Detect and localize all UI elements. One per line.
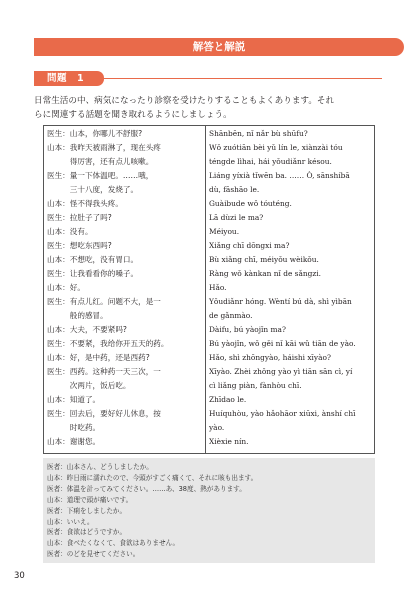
intro-text <box>34 94 386 122</box>
dialog-line-pinyin: de gǎnmào. <box>209 311 253 320</box>
dialog-line-zh: 医生：山本，你哪儿不舒服? <box>47 129 143 138</box>
dialog-line-pinyin: Hǎo, shì zhōngyào, háishi xīyào? <box>209 353 331 362</box>
dialog-line-pinyin: Méiyou. <box>209 227 240 236</box>
dialog-line-pinyin: Guàibude wǒ tóuténg. <box>209 199 292 208</box>
dialog-line-zh: 医生：量一下体温吧。……哦， <box>47 171 154 180</box>
intro-line-2: らに関連する話題を聞き取れるようにしましょう。 <box>34 110 232 120</box>
dialog-line-pinyin: Xiǎng chī dōngxi ma? <box>209 241 290 250</box>
translation-line: 山本：昨日雨に濡れたので、今頭がすごく痛くて、それに咳も出ます。 <box>47 473 258 482</box>
dialog-line-zh: 山本：大夫，不要紧吗? <box>47 325 127 334</box>
dialog-line-pinyin: Xīyào. Zhèi zhǒng yào yì tiān sān cì, yí <box>209 367 353 376</box>
dialog-line-zh: 医生：西药。这种药一天三次，一 <box>47 367 161 376</box>
dialog-line-pinyin: Wǒ zuótiān bèi yǔ lín le, xiànzài tóu <box>209 143 343 152</box>
page-title: 解答と解説 <box>192 41 246 53</box>
dialog-line-zh: 山本：怪不得我头疼。 <box>47 199 123 208</box>
dialog-line-zh: 山本：好，是中药，还是西药? <box>47 353 150 362</box>
section-banner <box>34 38 404 56</box>
translation-line: 山本：いいえ。 <box>47 517 94 526</box>
dialog-line-pinyin: Dàifu, bú yàojǐn ma? <box>209 325 286 334</box>
dialog-line-pinyin: Zhīdao le. <box>209 395 247 404</box>
dialog-line-zh: 次两片，饭后吃。 <box>47 381 131 390</box>
dialog-line-pinyin: Liáng yíxià tǐwēn ba. …… Ò, sānshíbā <box>209 171 350 180</box>
translation-line: 医者：食欲はどうですか。 <box>47 528 127 537</box>
dialog-line-zh: 医生：回去后，要好好儿休息，按 <box>47 409 161 418</box>
dialog-line-zh: 医生：拉肚子了吗? <box>47 213 112 222</box>
dialog-line-zh: 得厉害，还有点儿咳嗽。 <box>47 157 154 166</box>
dialog-line-pinyin: dù, fāshāo le. <box>209 185 260 194</box>
dialog-line-zh: 时吃药。 <box>47 423 101 432</box>
dialog-line-zh: 医生：有点儿红。问题不大，是一 <box>47 297 161 306</box>
dialog-line-zh: 医生：想吃东西吗? <box>47 241 112 250</box>
dialog-line-pinyin: Ràng wǒ kànkan nǐ de sǎngzi. <box>209 269 321 278</box>
translation-line: 医者：山本さん、どうしましたか。 <box>47 463 153 471</box>
dialog-line-pinyin: téngde lìhai, hái yǒudiǎnr késou. <box>209 157 332 166</box>
column-divider <box>205 125 206 454</box>
page-number: 30 <box>14 571 25 581</box>
dialog-line-pinyin: Hǎo. <box>209 283 227 292</box>
dialog-line-pinyin: Huíquhòu, yào hǎohāor xiūxi, ànshí chī <box>209 409 356 418</box>
dialog-line-zh: 医生：不要紧，我给你开五天的药。 <box>47 339 169 348</box>
dialog-line-pinyin: Yǒudiǎnr hóng. Wèntí bú dà, shì yìbān <box>209 297 352 306</box>
dialog-line-pinyin: yào. <box>209 423 225 432</box>
dialog-line-pinyin: Xièxie nín. <box>209 437 249 446</box>
translation-line: 医者：下痢をしましたか。 <box>47 506 127 515</box>
dialog-line-zh: 般的感冒。 <box>47 311 108 320</box>
translation-line: 山本：道理で頭が痛いです。 <box>47 495 133 504</box>
intro-line-1: 日常生活の中、病気になったり診察を受けたりすることもよくあります。それ <box>34 96 335 106</box>
dialog-line-zh: 山本：没有。 <box>47 227 93 236</box>
translation-line: 医者：のどを見せてください。 <box>47 550 140 559</box>
dialog-line-zh: 山本：谢谢您。 <box>47 437 101 446</box>
dialog-line-zh: 医生：让我看看你的嗓子。 <box>47 269 139 278</box>
translation-line: 山本：食べたくなくて、食欲はありません。 <box>47 539 180 548</box>
dialog-line-zh: 山本：知道了。 <box>47 395 101 404</box>
dialog-line-zh: 三十八度，发烧了。 <box>47 185 139 194</box>
dialog-line-pinyin: Bù xiǎng chī, méiyǒu wèikǒu. <box>209 255 319 264</box>
dialog-line-pinyin: Bú yàojǐn, wǒ gěi nǐ kāi wǔ tiān de yào. <box>209 339 356 348</box>
problem-label-text: 問題 1 <box>47 73 85 84</box>
translation-line: 医者：体温を計ってみてください。……あ、38度、熱があります。 <box>47 484 246 493</box>
dialog-line-zh: 山本：我昨天被雨淋了，现在头疼 <box>47 143 161 152</box>
dialog-line-pinyin: Lā dùzi le ma? <box>209 213 264 222</box>
problem-label <box>34 71 104 86</box>
dialog-line-pinyin: cì liǎng piàn, fànhòu chī. <box>209 381 302 390</box>
dialog-line-pinyin: Shānbēn, nǐ nǎr bù shūfu? <box>209 129 308 138</box>
dialog-line-zh: 山本：不想吃，没有胃口。 <box>47 255 139 264</box>
section-rule <box>104 78 382 79</box>
dialog-line-zh: 山本：好。 <box>47 283 85 292</box>
